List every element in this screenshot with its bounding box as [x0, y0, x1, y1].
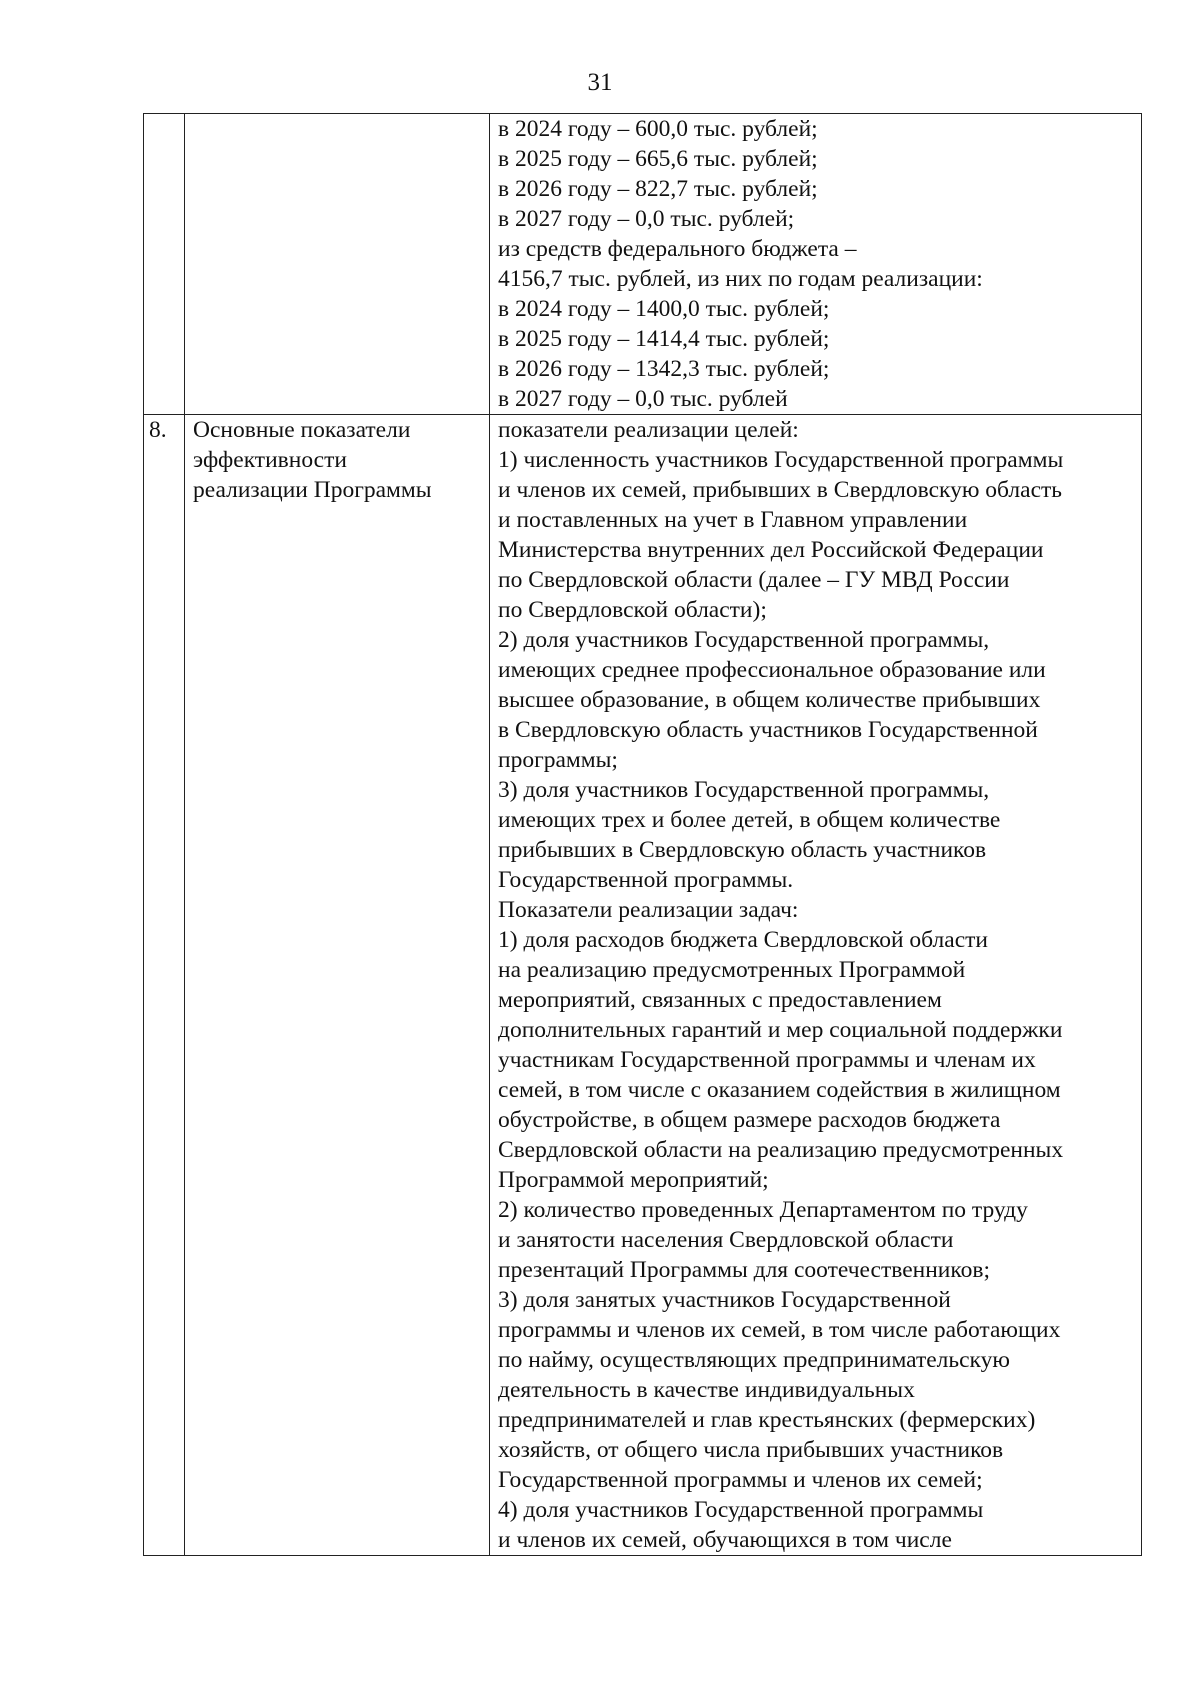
content-line: в 2026 году – 1342,3 тыс. рублей;	[498, 356, 830, 382]
page-number: 31	[587, 69, 613, 96]
name-line: эффективности	[193, 447, 347, 473]
table-row-continued	[144, 114, 1142, 415]
row-content-cell	[490, 415, 1142, 1556]
content-line: и членов их семей, обучающихся в том числе	[498, 1527, 952, 1553]
content-line: деятельность в качестве индивидуальных	[498, 1377, 915, 1403]
content-line: по Свердловской области (далее – ГУ МВД России	[498, 567, 1010, 593]
content-line: мероприятий, связанных с предоставлением	[498, 987, 942, 1013]
content-line: в Свердловскую область участников Государственной	[498, 717, 1038, 743]
content-line: имеющих среднее профессиональное образование или	[498, 657, 1046, 683]
row-content-cell	[490, 114, 1142, 415]
content-line: и занятости населения Свердловской области	[498, 1227, 954, 1253]
content-line: обустройстве, в общем размере расходов бюджета	[498, 1107, 1001, 1133]
content-line: и членов их семей, прибывших в Свердловскую область	[498, 477, 1062, 503]
content-line: в 2024 году – 600,0 тыс. рублей;	[498, 116, 818, 142]
row-number-cell	[144, 114, 185, 415]
content-line: в 2025 году – 1414,4 тыс. рублей;	[498, 326, 830, 352]
content-line: семей, в том числе с оказанием содействия в жилищном	[498, 1077, 1061, 1103]
content-line: 4) доля участников Государственной программы	[498, 1497, 984, 1523]
row-name-cell	[185, 114, 490, 415]
content-line: Государственной программы.	[498, 867, 794, 893]
content-line: прибывших в Свердловскую область участников	[498, 837, 987, 863]
content-line: Свердловской области на реализацию предусмотренных	[498, 1137, 1064, 1163]
content-line: в 2026 году – 822,7 тыс. рублей;	[498, 176, 818, 202]
content-line: из средств федерального бюджета –	[498, 236, 857, 262]
content-line: на реализацию предусмотренных Программой	[498, 957, 966, 983]
content-line: в 2025 году – 665,6 тыс. рублей;	[498, 146, 818, 172]
content-line: 3) доля участников Государственной программы,	[498, 777, 990, 803]
name-line: Основные показатели	[193, 417, 411, 443]
content-line: 3) доля занятых участников Государственной	[498, 1287, 951, 1313]
content-line: 1) доля расходов бюджета Свердловской области	[498, 927, 988, 953]
content-line: программы и членов их семей, в том числе работающих	[498, 1317, 1061, 1343]
row-name-cell	[185, 415, 490, 1556]
table-row-8	[144, 415, 1142, 1556]
content-line: участникам Государственной программы и членам их	[498, 1047, 1036, 1073]
content-line: 2) доля участников Государственной программы,	[498, 627, 990, 653]
row-number-cell: 8.	[144, 415, 185, 1556]
name-line: реализации Программы	[193, 477, 432, 503]
content-line: хозяйств, от общего числа прибывших участников	[498, 1437, 1004, 1463]
content-line: по Свердловской области);	[498, 597, 767, 623]
content-line: в 2024 году – 1400,0 тыс. рублей;	[498, 296, 830, 322]
content-line: презентаций Программы для соотечественников;	[498, 1257, 990, 1283]
content-line: 4156,7 тыс. рублей, из них по годам реализации:	[498, 266, 983, 292]
content-line: Программой мероприятий;	[498, 1167, 769, 1193]
content-line: дополнительных гарантий и мер социальной поддержки	[498, 1017, 1063, 1043]
content-line: высшее образование, в общем количестве прибывших	[498, 687, 1041, 713]
content-line: в 2027 году – 0,0 тыс. рублей;	[498, 206, 795, 232]
content-line: имеющих трех и более детей, в общем количестве	[498, 807, 1001, 833]
content-line: программы;	[498, 747, 618, 773]
content-line: 1) численность участников Государственной программы	[498, 447, 1064, 473]
program-passport-table	[143, 113, 1142, 1556]
content-line: и поставленных на учет в Главном управлении	[498, 507, 968, 533]
content-line: 2) количество проведенных Департаментом по труду	[498, 1197, 1028, 1223]
content-line: Государственной программы и членов их семей;	[498, 1467, 983, 1493]
content-line: предпринимателей и глав крестьянских (фермерских)	[498, 1407, 1036, 1433]
content-line: в 2027 году – 0,0 тыс. рублей	[498, 386, 788, 412]
content-line: по найму, осуществляющих предпринимательскую	[498, 1347, 1010, 1373]
content-line: Показатели реализации задач:	[498, 897, 799, 923]
content-line: показатели реализации целей:	[498, 417, 799, 443]
content-line: Министерства внутренних дел Российской Федерации	[498, 537, 1044, 563]
